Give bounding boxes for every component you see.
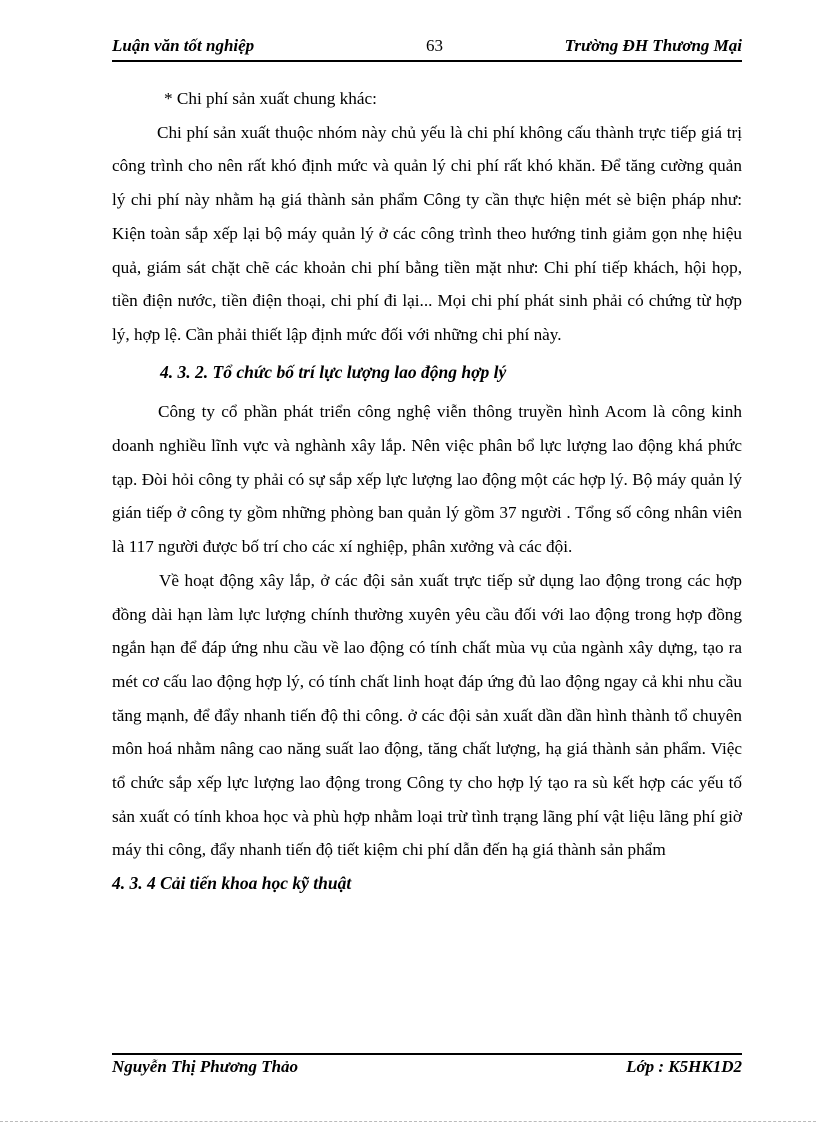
header-university: Trường ĐH Thương Mại: [564, 36, 742, 55]
body-content: [112, 82, 742, 901]
footer-class: Lớp : K5HK1D2: [626, 1057, 742, 1076]
page-header: [112, 36, 742, 62]
footer-author: Nguyễn Thị Phương Thảo: [112, 1057, 299, 1076]
page-number: 63: [426, 36, 443, 55]
paragraph: Chi phí sản xuất thuộc nhóm này chủ yếu là chi phí không cấu thành trực tiếp giá trị công trình cho nên rất khó định mức và quản lý chi phí rất khó khăn. Để tăng cường quản lý chi phí này nhằm hạ giá thành sản phẩm Công ty cần thực hiện mét sè biện pháp như: Kiện toàn sắp xếp lại bộ máy quản lý ở các công trình theo hướng tinh giảm gọn nhẹ hiệu quả, giám sát chặt chẽ các khoản chi phí bằng tiền mặt như: Chi phí tiếp khách, hội họp, tiền điện nước, tiền điện thoại, chi phí đi lại... Mọi chi phí phát sinh phải có chứng từ hợp lý, hợp lệ. Cần phải thiết lập định mức đối với những chi phí này.: [112, 122, 742, 344]
page-bottom-edge: [0, 1121, 816, 1122]
paragraph-subheading: * Chi phí sản xuất chung khác:: [164, 89, 377, 108]
header-divider: [112, 60, 742, 62]
paragraph: Công ty cổ phần phát triển công nghệ viễn thông truyền hình Acom là công kinh doanh nghiều lĩnh vực và nghành xây lắp. Nên việc phân bổ lực lượng lao động khá phức tạp. Đòi hỏi công ty phải có sự sắp xếp lực lượng lao động một các hợp lý. Bộ máy quản lý gián tiếp ở công ty gồm những phòng ban quản lý gồm 37 người . Tổng số công nhân viên là 117 người được bố trí cho các xí nghiệp, phân xưởng và các đội.: [112, 402, 742, 557]
header-thesis-title: Luận văn tốt nghiệp: [112, 36, 255, 55]
paragraph: Về hoạt động xây lắp, ở các đội sản xuất trực tiếp sử dụng lao động trong các hợp đồng dài hạn làm lực lượng chính thường xuyên yêu cầu đối với lao động trong hợp đồng ngắn hạn để đáp ứng nhu cầu về lao động có tính chất mùa vụ của ngành xây dựng, tạo ra mét cơ cấu lao động hợp lý, có tính chất linh hoạt đáp ứng đủ lao động ngay cả khi nhu cầu tăng mạnh, để đẩy nhanh tiến độ thi công. ở các đội sản xuất dần dần hình thành tổ chuyên môn hoá nhằm nâng cao năng suất lao động, tăng chất lượng, hạ giá thành sản phẩm. Việc tổ chức sắp xếp lực lượng lao động trong Công ty cho hợp lý tạo ra sù kết hợp các yếu tố sản xuất có tính khoa học và phù hợp nhằm loại trừ tình trạng lãng phí vật liệu lãng phí giờ máy thi công, đẩy nhanh tiến độ tiết kiệm chi phí dẫn đến hạ giá thành sản phẩm: [112, 570, 742, 860]
page-footer: [112, 1057, 742, 1083]
section-heading: 4. 3. 2. Tổ chức bố trí lực lượng lao động hợp lý: [160, 361, 507, 382]
section-heading: 4. 3. 4 Cải tiến khoa học kỹ thuật: [112, 873, 352, 894]
footer-divider: [112, 1053, 742, 1055]
